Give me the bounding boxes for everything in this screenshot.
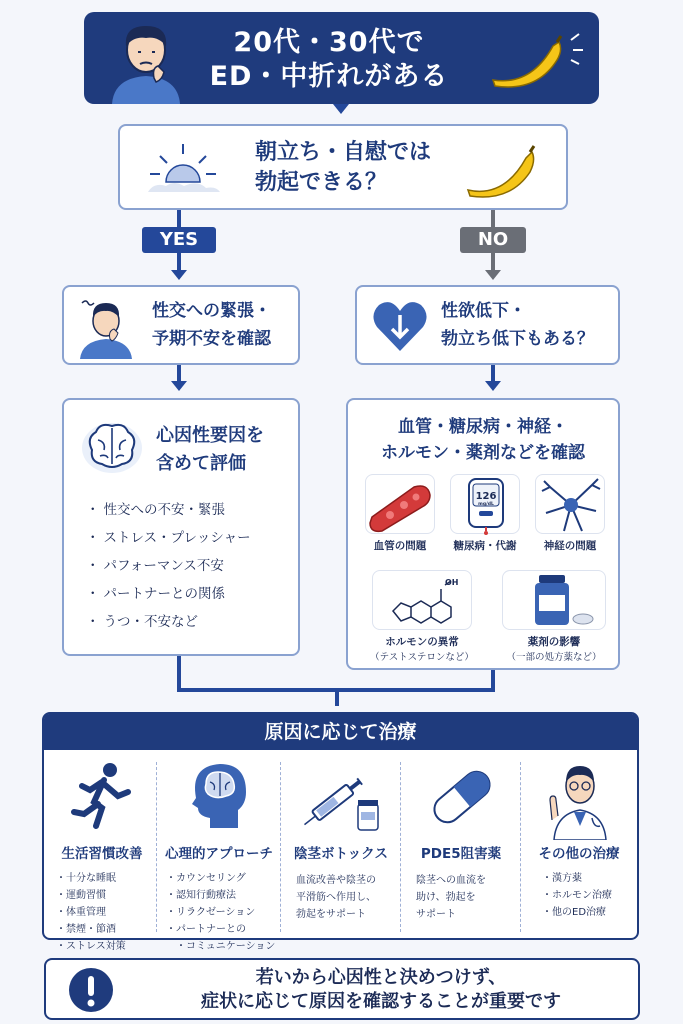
doctor-icon <box>540 756 620 840</box>
list-item: ・ 十分な睡眠 <box>56 870 126 887</box>
connector-yes-top <box>177 210 181 228</box>
conclusion-text <box>136 966 626 1014</box>
list-item: ・ ホルモン治療 <box>542 887 612 904</box>
physical-factors-box <box>346 398 620 670</box>
item-vascular <box>358 474 442 553</box>
divider <box>400 762 401 932</box>
botox-title: 陰茎ボトックス <box>294 846 388 862</box>
psychological-factors-box <box>62 398 300 656</box>
list-item: ・ 漢方薬 <box>542 870 612 887</box>
arrow-no-2 <box>485 381 501 391</box>
lifestyle-title: 生活習慣改善 <box>61 846 143 862</box>
arrow-to-question <box>333 104 349 114</box>
list-item: ・ ストレス対策 <box>56 938 126 955</box>
question-morning-erection <box>118 124 568 210</box>
no-label: NO <box>460 227 526 253</box>
botox-description <box>296 872 406 923</box>
heart-down-icon <box>371 299 429 353</box>
conclusion-line1: 若いから心因性と決めつけず、 <box>255 967 507 988</box>
glucose-value: 126 <box>475 491 497 502</box>
exclamation-icon <box>68 967 114 1013</box>
diabetes-label: 糖尿病・代謝 <box>453 540 517 552</box>
yes-label: YES <box>142 227 216 253</box>
capsule-icon <box>422 762 502 832</box>
glucose-unit: mg/dL <box>478 502 494 507</box>
divider <box>156 762 157 932</box>
anxious-man-icon <box>74 295 138 359</box>
question1-line1: 朝立ち・自慰では <box>255 140 432 165</box>
hormone-sub: （テストステロンなど） <box>370 652 474 663</box>
neuron-icon <box>536 475 606 535</box>
no-step-line1: 性欲低下・ <box>441 301 526 321</box>
yes-step-line1: 性交への緊張・ <box>152 301 271 321</box>
header-title-line1: 20代・30代で <box>233 27 425 58</box>
treatment-other <box>522 754 636 936</box>
pde5-desc-line2: 助け、勃起を <box>416 892 476 903</box>
psy-head-line2: 含めて評価 <box>156 453 246 474</box>
list-item: ・ パートナーとの関係 <box>86 580 251 608</box>
treatment-botox <box>282 754 400 936</box>
other-treatment-title: その他の治療 <box>538 846 620 862</box>
nerve-label: 神経の問題 <box>543 540 597 552</box>
connector-no-top <box>491 210 495 228</box>
list-item: ・ 認知行動療法 <box>166 887 275 904</box>
arrow-yes <box>171 270 187 280</box>
no-step-box <box>355 285 620 365</box>
question1-line2: 勃起できる？ <box>255 170 388 195</box>
list-item: ・ 運動習慣 <box>56 887 126 904</box>
treatment-section <box>42 712 639 952</box>
connector-yes-bottom <box>177 253 181 271</box>
yes-step-line2: 予期不安を確認 <box>152 329 271 349</box>
head-brain-icon <box>184 758 254 832</box>
treatment-pde5 <box>402 754 520 936</box>
header-title-line2: ED・中折れがある <box>209 61 449 92</box>
running-person-icon <box>68 760 136 832</box>
glucose-meter-icon <box>451 475 521 535</box>
banana-icon <box>479 28 589 92</box>
pde5-desc-line1: 陰茎への血流を <box>416 875 486 886</box>
psychological-approach-title: 心理的アプローチ <box>165 846 273 862</box>
list-item: ・ コミュニケーション <box>166 938 275 955</box>
connector-no-bottom <box>491 253 495 271</box>
medication-label: 薬剤の影響 <box>527 636 581 648</box>
pde5-description <box>416 872 526 923</box>
sunrise-icon <box>144 138 222 198</box>
divider <box>280 762 281 932</box>
yes-step-box <box>62 285 300 365</box>
psy-factor-list <box>86 496 251 636</box>
list-item: ・ リラクゼーション <box>166 904 275 921</box>
banana-icon-2 <box>460 140 550 202</box>
list-item: ・ パートナーとの <box>166 921 275 938</box>
medicine-bottle-icon <box>503 571 607 631</box>
syringe-icon <box>296 760 388 834</box>
list-item: ・ 性交への不安・緊張 <box>86 496 251 524</box>
psy-head-line1: 心因性要因を <box>156 425 264 446</box>
header-title <box>204 26 454 94</box>
worried-man-icon <box>106 16 186 104</box>
item-nerve <box>528 474 612 553</box>
treatment-lifestyle <box>48 754 156 952</box>
list-item: ・ うつ・不安など <box>86 608 251 636</box>
divider <box>520 762 521 932</box>
item-medication <box>492 570 616 663</box>
merge-down <box>335 690 339 706</box>
blood-vessel-icon <box>366 475 436 535</box>
phys-head-line2: ホルモン・薬剤などを確認 <box>381 443 585 463</box>
molecule-icon <box>373 571 473 631</box>
merge-right-vertical <box>491 670 495 690</box>
treatment-psychological <box>158 754 280 952</box>
botox-desc-line1: 血流改善や陰茎の <box>296 875 376 886</box>
no-step-line2: 勃立ち低下もある？ <box>441 329 594 349</box>
list-item: ・ 体重管理 <box>56 904 126 921</box>
vascular-label: 血管の問題 <box>373 540 427 552</box>
treatment-title: 原因に応じて治療 <box>44 714 637 750</box>
list-item: ・ パフォーマンス不安 <box>86 552 251 580</box>
pde5-desc-line3: サポート <box>416 909 456 920</box>
hormone-label: ホルモンの異常 <box>385 636 459 648</box>
conclusion-box <box>44 958 640 1020</box>
botox-desc-line2: 平滑筋へ作用し、 <box>296 892 376 903</box>
list-item: ・ 他のED治療 <box>542 904 612 921</box>
merge-left-vertical <box>177 656 181 690</box>
list-item: ・ ストレス・プレッシャー <box>86 524 251 552</box>
list-item: ・ カウンセリング <box>166 870 275 887</box>
brain-icon <box>78 418 146 478</box>
pde5-title: PDE5阻害薬 <box>420 846 502 862</box>
conclusion-line2: 症状に応じて原因を確認することが重要です <box>201 991 561 1012</box>
arrow-yes-2 <box>171 381 187 391</box>
arrow-no <box>485 270 501 280</box>
connector-no-2 <box>491 365 495 381</box>
botox-desc-line3: 勃起をサポート <box>296 909 366 920</box>
item-hormone <box>362 570 482 663</box>
list-item: ・ 禁煙・節酒 <box>56 921 126 938</box>
svg-text:OH: OH <box>445 578 459 587</box>
item-diabetes <box>443 474 527 553</box>
medication-sub: （一部の処方薬など） <box>506 652 602 663</box>
phys-head-line1: 血管・糖尿病・神経・ <box>398 417 568 437</box>
header-banner <box>84 12 599 104</box>
connector-yes-2 <box>177 365 181 381</box>
